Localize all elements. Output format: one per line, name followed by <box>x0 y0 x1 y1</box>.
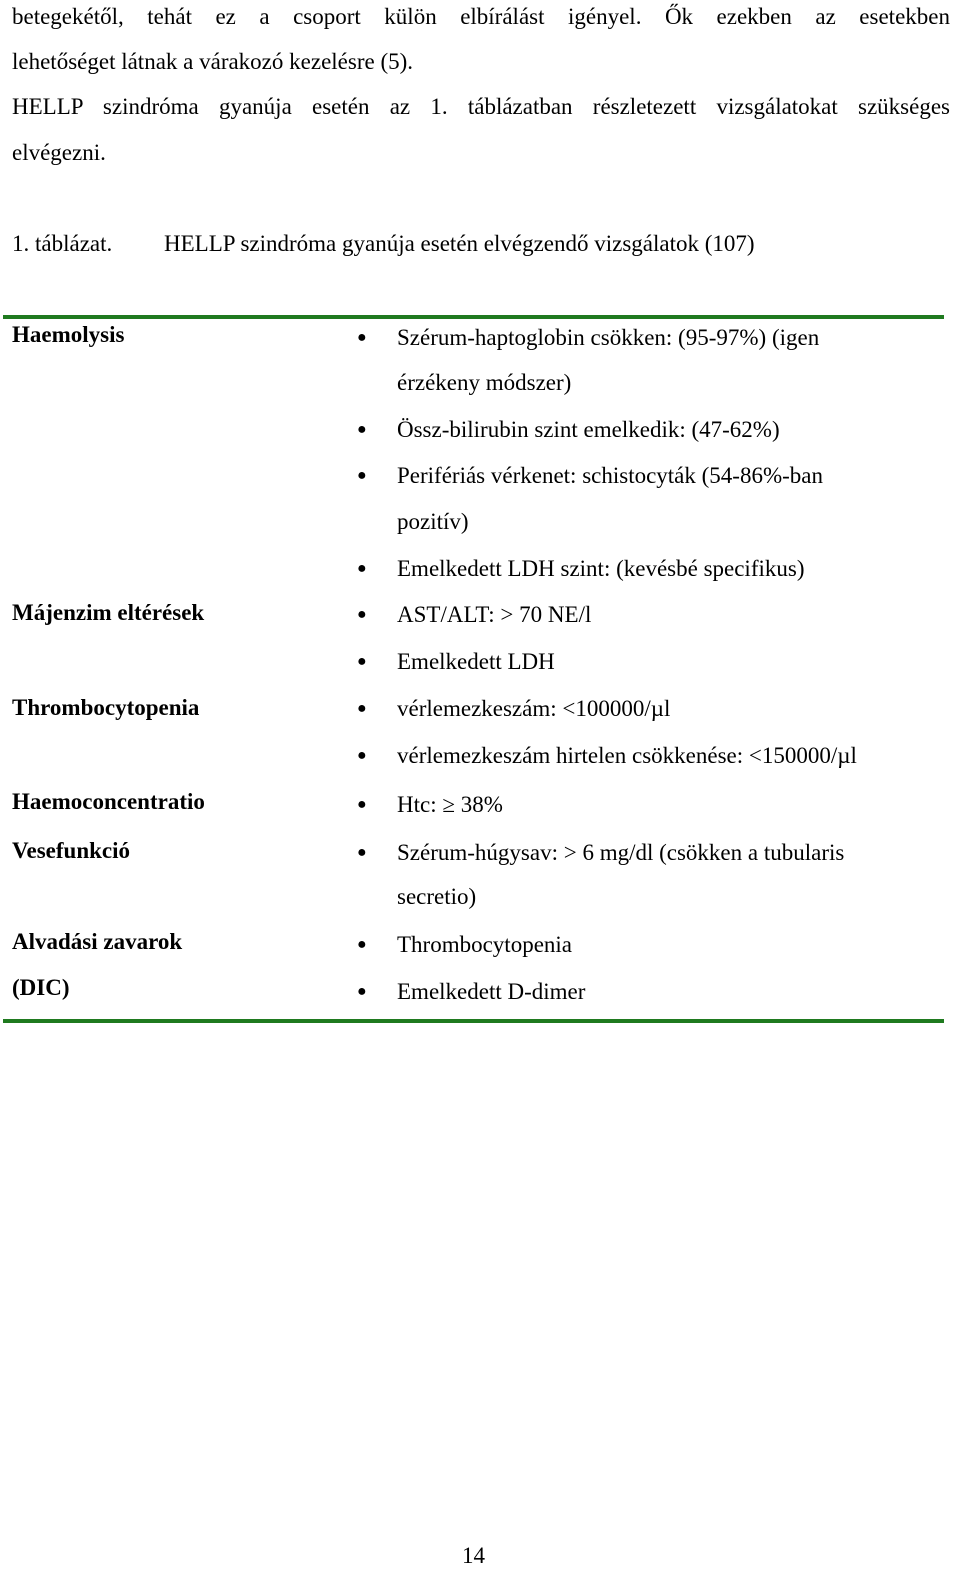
row-label-dic: (DIC) <box>12 975 70 1000</box>
list-item: Emelkedett LDH szint: (kevésbé specifikus) <box>397 556 805 581</box>
bullet-icon: ● <box>357 467 367 484</box>
list-item: vérlemezkeszám hirtelen csökkenése: <150000/µl <box>397 743 857 768</box>
list-item: érzékeny módszer) <box>397 370 572 395</box>
bullet-icon: ● <box>357 796 367 813</box>
row-label-thrombocytopenia: Thrombocytopenia <box>12 695 200 720</box>
table-caption-title: HELLP szindróma gyanúja esetén elvégzendő vizsgálatok (107) <box>164 231 755 256</box>
list-item: Emelkedett D-dimer <box>397 979 586 1004</box>
page-number: 14 <box>462 1543 485 1568</box>
bullet-icon: ● <box>357 329 367 346</box>
intro-line-3: HELLP szindróma gyanúja esetén az 1. táblázatban részletezett vizsgálatokat szükséges <box>12 94 950 119</box>
row-label-haemoconcentratio: Haemoconcentratio <box>12 789 205 814</box>
row-label-majenzim: Májenzim eltérések <box>12 600 205 625</box>
bullet-icon: ● <box>357 421 367 438</box>
list-item: pozitív) <box>397 509 469 534</box>
list-item: Szérum-haptoglobin csökken: (95-97%) (igen <box>397 325 820 350</box>
row-label-alvadasi: Alvadási zavarok <box>12 929 183 954</box>
geq-symbol: ≥ <box>442 792 455 817</box>
htc-value: 38% <box>460 792 503 817</box>
table-caption-number: 1. táblázat. <box>12 231 113 256</box>
list-item <box>397 790 503 820</box>
bullet-icon: ● <box>357 936 367 953</box>
bullet-icon: ● <box>357 983 367 1000</box>
list-item: Thrombocytopenia <box>397 932 573 957</box>
intro-line-2: lehetőséget látnak a várakozó kezelésre (5). <box>12 49 414 74</box>
bullet-icon: ● <box>357 560 367 577</box>
bullet-icon: ● <box>357 747 367 764</box>
list-item: Szérum-húgysav: > 6 mg/dl (csökken a tubularis <box>397 840 845 865</box>
list-item: vérlemezkeszám: <100000/µl <box>397 696 671 721</box>
bullet-icon: ● <box>357 653 367 670</box>
table-top-rule <box>3 315 944 319</box>
list-item: secretio) <box>397 884 477 909</box>
bullet-icon: ● <box>357 606 367 623</box>
htc-label: Htc: <box>397 792 437 817</box>
bullet-icon: ● <box>357 700 367 717</box>
row-label-haemolysis: Haemolysis <box>12 322 125 347</box>
list-item: Emelkedett LDH <box>397 649 555 674</box>
list-item: Össz-bilirubin szint emelkedik: (47-62%) <box>397 417 780 442</box>
intro-line-4: elvégezni. <box>12 140 106 165</box>
list-item: Perifériás vérkenet: schistocyták (54-86%-ban <box>397 463 823 488</box>
intro-line-1: betegekétől, tehát ez a csoport külön elbírálást igényel. Ők ezekben az esetekben <box>12 4 950 29</box>
row-label-vesefunkcio: Vesefunkció <box>12 838 130 863</box>
table-bottom-rule <box>3 1019 944 1023</box>
bullet-icon: ● <box>357 844 367 861</box>
list-item: AST/ALT: > 70 NE/l <box>397 602 592 627</box>
